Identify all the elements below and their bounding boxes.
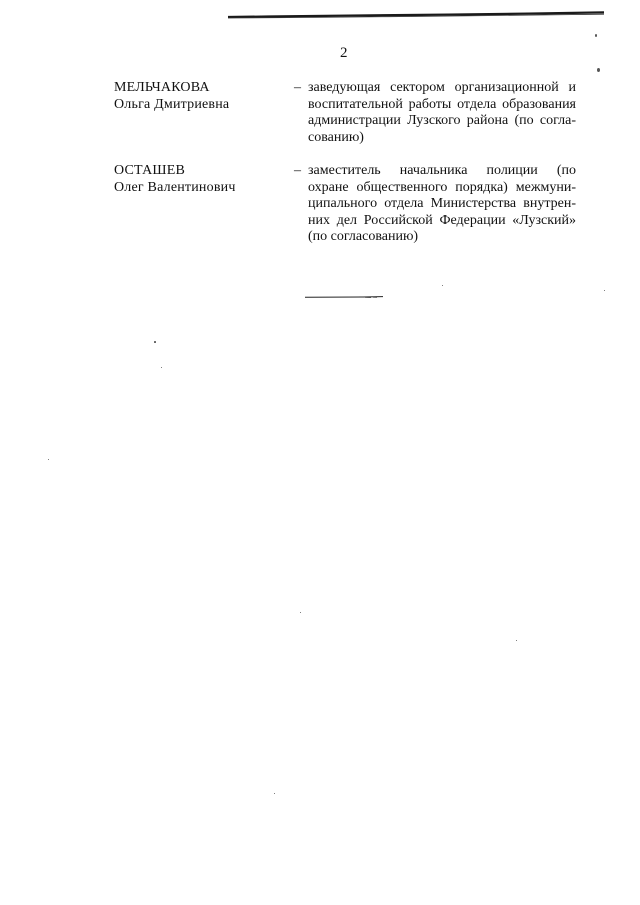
description-line: охране общественного порядка) межмуни- xyxy=(308,179,576,195)
description-line: администрации Лузского района (по согла- xyxy=(308,113,576,128)
member-name xyxy=(114,163,279,196)
member-given-names: Олег Валентинович xyxy=(114,179,236,195)
description-line: ципального отдела Министерства внутрен- xyxy=(308,196,576,211)
scan-speck xyxy=(300,612,301,613)
page-number: 2 xyxy=(340,45,348,61)
end-of-list-rule xyxy=(305,294,383,300)
description-line: воспитательной работы отдела образования xyxy=(308,96,576,112)
member-name xyxy=(114,80,279,113)
description-line: заместитель начальника полиции (по xyxy=(308,163,576,178)
member-given-names: Ольга Дмитриевна xyxy=(114,96,230,112)
scan-speck xyxy=(516,640,517,641)
scan-speck xyxy=(48,459,49,460)
member-position-description xyxy=(308,163,576,246)
member-surname: МЕЛЬЧАКОВА xyxy=(114,80,210,95)
scan-speck xyxy=(595,34,597,37)
scan-speck xyxy=(604,290,605,291)
description-line: заведующая сектором организационной и xyxy=(308,80,576,95)
description-line: сованию) xyxy=(308,129,364,145)
scan-speck xyxy=(154,341,156,343)
scan-speck xyxy=(161,367,162,368)
scan-speck xyxy=(597,68,600,72)
scan-speck xyxy=(274,793,275,794)
description-line: них дел Российской Федерации «Лузский» xyxy=(308,212,576,228)
separator-dash: – xyxy=(294,80,301,95)
separator-dash: – xyxy=(294,163,301,178)
description-line: (по согласованию) xyxy=(308,229,419,244)
member-surname: ОСТАШЕВ xyxy=(114,163,185,178)
member-position-description xyxy=(308,80,576,146)
scan-artifact-top-rule xyxy=(228,11,604,20)
scan-speck xyxy=(442,285,443,286)
